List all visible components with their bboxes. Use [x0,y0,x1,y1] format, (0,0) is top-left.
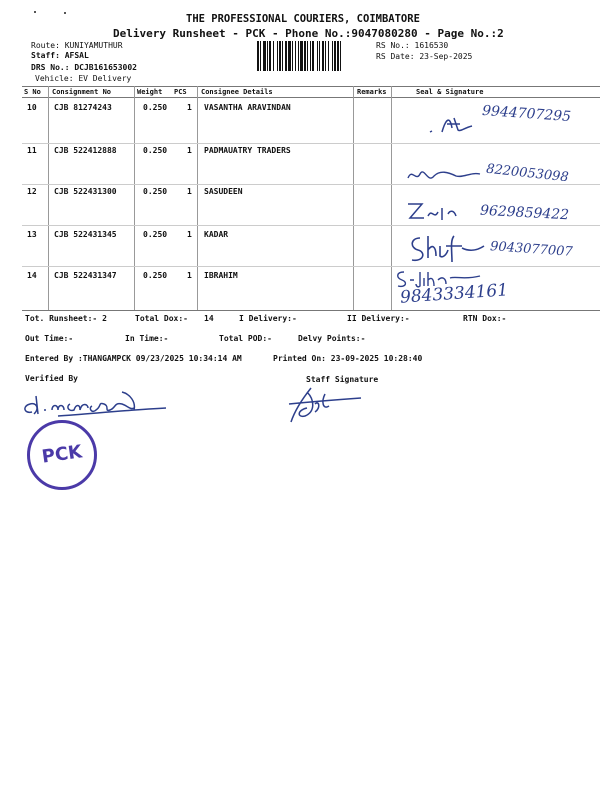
col-sno: S No [24,88,41,96]
verified-signature [18,388,168,424]
row-consignment: CJB 522431347 [54,271,117,280]
barcode-bar [285,41,287,71]
summary-rule [22,310,600,311]
handwritten-phone: 9043077007 [489,239,574,260]
handwritten-phone: 9629859422 [479,202,570,224]
row-consignee: PADMAUATRY TRADERS [204,146,291,155]
row-rule [22,143,600,144]
col-consignment: Consignment No [52,88,112,96]
barcode-bar [269,41,271,71]
barcode-bar [288,41,291,71]
row-consignee: IBRAHIM [204,271,238,280]
row-consignee: VASANTHA ARAVINDAN [204,103,291,112]
staff-signature-label: Staff Signature [306,375,379,384]
row-consignee: KADAR [204,230,229,239]
printed-on: Printed On: 23-09-2025 10:28:40 [273,354,423,363]
rs-number: RS No.: 1616530 [376,41,449,50]
col-weight: Weight [137,88,163,96]
handwritten-signature [428,112,478,138]
delvy-points: Delvy Points:- [298,334,366,343]
barcode-bar [282,41,283,71]
in-time: In Time:- [125,334,169,343]
row-consignment: CJB 522431345 [54,230,117,239]
barcode-bar [340,41,341,71]
barcode-bar [267,41,268,71]
row-consignment: CJB 81274243 [54,103,112,112]
col-consignee: Consignee Details [201,88,273,96]
barcode [257,41,371,71]
barcode-bar [295,41,296,71]
col-divider [391,86,392,310]
row-pcs: 1 [187,187,192,196]
staff-signature [285,384,365,426]
row-rule [22,225,600,226]
row-weight: 0.250 [143,146,168,155]
row-consignment: CJB 522431300 [54,187,117,196]
company-name: THE PROFESSIONAL COURIERS, COIMBATORE [186,13,420,25]
tot-runsheet: Tot. Runsheet:- 2 [25,314,107,323]
row-sno: 13 [27,230,37,239]
total-dox-label: Total Dox:- [135,314,188,323]
row-weight: 0.250 [143,103,168,112]
barcode-bar [312,41,314,71]
barcode-bar [277,41,278,71]
row-weight: 0.250 [143,230,168,239]
barcode-bar [298,41,299,71]
stamp-text: PCK [40,441,84,468]
barcode-bar [263,41,266,71]
row-pcs: 1 [187,103,192,112]
col-divider [197,86,198,310]
barcode-bar [322,41,324,71]
row-sno: 14 [27,271,37,280]
total-pod: Total POD:- [219,334,272,343]
pck-stamp [27,420,97,490]
row-sno: 10 [27,103,37,112]
row-rule [22,266,600,267]
barcode-bar [273,41,274,71]
row-pcs: 1 [187,230,192,239]
col-divider [48,86,49,310]
row-pcs: 1 [187,271,192,280]
barcode-bar [325,41,326,71]
barcode-bar [300,41,303,71]
verified-by-label: Verified By [25,374,78,383]
staff: Staff: AFSAL [31,51,89,60]
ii-delivery: II Delivery:- [347,314,410,323]
barcode-bar [304,41,306,71]
total-dox-value: 14 [204,314,214,323]
barcode-bar [337,41,339,71]
col-pcs: PCS [174,88,187,96]
barcode-bar [317,41,318,71]
handwritten-signature [404,162,484,190]
col-remarks: Remarks [357,88,387,96]
barcode-bar [334,41,336,71]
speck [64,12,66,14]
row-weight: 0.250 [143,271,168,280]
row-sno: 12 [27,187,37,196]
i-delivery: I Delivery:- [239,314,297,323]
out-time: Out Time:- [25,334,74,343]
vehicle: Vehicle: EV Delivery [35,74,132,83]
barcode-bar [260,41,261,71]
row-consignment: CJB 522412888 [54,146,117,155]
row-sno: 11 [27,146,37,155]
barcode-bar [319,41,320,71]
speck [34,11,36,13]
barcode-bar [310,41,311,71]
drs-number: DRS No.: DCJB161653002 [31,63,137,72]
barcode-bar [257,41,259,71]
barcode-bar [279,41,281,71]
handwritten-signature [404,198,474,224]
rs-date: RS Date: 23-Sep-2025 [376,52,473,61]
rtn-dox: RTN Dox:- [463,314,507,323]
barcode-bar [307,41,308,71]
entered-by: Entered By :THANGAMPCK 09/23/2025 10:34:14 AM [25,354,242,363]
handwritten-phone: 8220053098 [485,161,570,186]
header-rule-top [22,86,600,87]
barcode-bar [292,41,293,71]
barcode-bar [328,41,329,71]
col-divider [134,86,135,310]
col-seal-signature: Seal & Signature [416,88,484,96]
col-divider [353,86,354,310]
row-weight: 0.250 [143,187,168,196]
route: Route: KUNIYAMUTHUR [31,41,123,50]
runsheet-title: Delivery Runsheet - PCK - Phone No.:9047080280 - Page No.:2 [113,27,504,40]
handwritten-phone: 9944707295 [481,102,572,126]
handwritten-signature [406,232,486,266]
header-rule-bottom [22,97,600,98]
row-consignee: SASUDEEN [204,187,243,196]
row-rule [22,184,600,185]
row-pcs: 1 [187,146,192,155]
barcode-bar [332,41,333,71]
handwritten-phone: 9843334161 [399,280,509,308]
